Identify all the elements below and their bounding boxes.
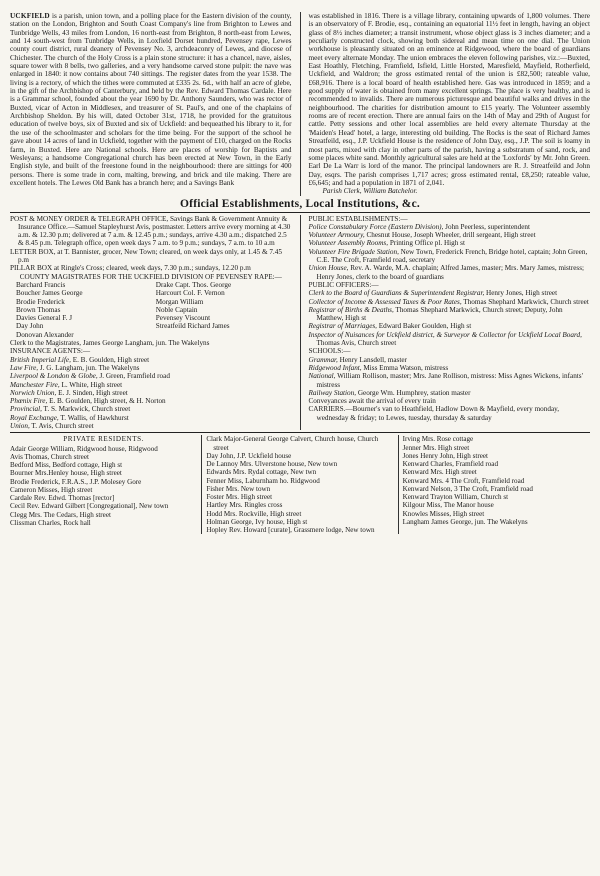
insurance-agent-name: Manchester Fire, xyxy=(10,380,60,389)
insurance-agent-detail: T. S. Markwick, Church street xyxy=(41,405,131,414)
insurance-agent-detail: J. Green, Framfield road xyxy=(97,372,170,381)
magistrate-name: Drake Capt. Thos. George xyxy=(155,280,232,289)
public-officer-detail: Henry Jones, High street xyxy=(484,289,558,298)
magistrate-name: Pevensey Viscount xyxy=(155,314,211,323)
public-establishment xyxy=(309,239,591,247)
insurance-title: INSURANCE AGENTS:— xyxy=(10,347,91,356)
insurance-agent xyxy=(10,405,292,413)
schools-title: SCHOOLS:— xyxy=(308,347,351,356)
intro-text-1: is a parish, union town, and a polling place for the Eastern division of the county, station on the London, Brighton and South Coast Company's line from Brighton to Lewes and Tunbridge Wells, 43 miles from London, 16 north-east from Brighton, 8 north-east from Lewes, and 14 south-west from Tunbridge Wells, in Loxfield Dorset hundred, Pevensey rape, Lewes county court district, rural deanery of Pevensey No. 3, archdeaconry of Lewes, and diocese of Chichester. The church of the Holy Cross is a plain stone structure: it has a chancel, nave, aisles, square tower with 8 bells, two galleries, and a very handsome carved stone pulpit: the nave was enlarged in 1840: it now contains about 740 sittings. The register dates from the year 1538. The living is a rectory, of which the tithes were commuted at £335 2s. 6d., with half an acre of glebe, in the gift of the Archbishop of Canterbury, and held by the Rev. Edward Thomas Cardale. Here is a Grammar school, founded about the year 1690 by Dr. Anthony Saunders, who was rector of Buxted, vicar of Acton in Middlesex, and treasurer of St. Paul's, and one of the chaplains of Archbishop Sheldon. By his will, dated October 31st, 1718, he provided for the gratuitous education of twelve boys, six of Buxted and six of Uckfield: and bequeathed his library to it, for the use of the schoolmaster and scholars for the time being. For the support of the school he gave about 14 acres of land in Uckfield, together with the payment of £10, charged on the Rocks farm, in Buxted. Here are National schools. Here are places of worship for Baptists and Wesleyans; a handsome Congregational church has been erected at New Town, in the Early English style, and built of the freestone found in the neighbourhood: there are sittings for 400 persons. There is some trade in corn, malting, brewing, and brick and tile making. There are excellent hotels. The Lewes Old Bank has a branch here; and a Savings Bank xyxy=(10,12,292,187)
letter-box-entry: LETTER BOX, at T. Bannister, grocer, New Town; cleared, on week days only, at 1.45 & 7.45 p.m xyxy=(10,247,282,265)
residents-rule xyxy=(10,432,590,433)
public-officer-name: Clerk to the Board of Guardians & Superintendent Registrar, xyxy=(308,289,485,298)
resident-entry: Knowles Misses, High street xyxy=(402,509,485,518)
intro-column-right xyxy=(309,12,591,196)
public-officer-detail: Thomas Shephard Markwick, Church street; Deputy, John Matthew, High st xyxy=(316,305,563,323)
resident-entry: Fisher Mrs. New town xyxy=(206,484,271,493)
public-officer xyxy=(309,331,591,348)
post-office-entry: POST & MONEY ORDER & TELEGRAPH OFFICE, Savings Bank & Government Annuity & Insurance Office.—Samuel Stapleyhurst Avis, postmaster. Letters arrive every morning at 4.30 a.m. & 12.30 p.m; delivered at 7 a.m. & 12.45 p.m.; sundays, arrive 4.30 a.m.; dispatched 2.5 & 8.45 p.m. Telegraph office, open week days 7 a.m. to 9 p.m.; sundays, 7 a.m. to 10 a.m xyxy=(10,214,291,248)
public-officer-name: Inspector of Nuisances for Uckfield district, & Surveyor & Collector for Uckfield Local Board, xyxy=(308,330,582,339)
establishments-right xyxy=(309,215,591,431)
school-entry xyxy=(309,372,591,389)
clerk-magistrates: Clerk to the Magistrates, James George Langham, jun. The Wakelyns xyxy=(10,339,210,348)
resident-entry: Holman George, Ivy house, High st xyxy=(206,517,308,526)
insurance-agent-name: Provincial, xyxy=(10,405,42,414)
public-establishment-name: Police Constabulary Force (Eastern Division), xyxy=(308,222,444,231)
parish-clerk: Parish Clerk, William Batchelor. xyxy=(322,187,418,196)
school-entry-detail: William Rollison, master; Mrs. Jane Rollison, mistress: Miss Agnes Wickens, infants' mistress xyxy=(316,372,583,389)
insurance-agent-detail: E. J. Sinden, High street xyxy=(56,388,128,397)
resident-entry: Bedford Miss, Bedford cottage, High st xyxy=(10,461,123,470)
insurance-agent-name: British Imperial Life, xyxy=(10,355,71,364)
school-entry-name: Railway Station, xyxy=(308,388,357,397)
insurance-agent-name: Phœnix Fire, xyxy=(10,397,48,406)
school-entry-name: Grammar, xyxy=(308,355,338,364)
resident-entry: Kenward Trayton William, Church st xyxy=(402,493,509,502)
magistrates-list xyxy=(10,281,292,339)
resident-entry: Fenner Miss, Laburnham ho. Ridgwood xyxy=(206,476,320,485)
resident-entry: Adair George William, Ridgwood house, Ridgwood xyxy=(10,444,158,453)
carriers-entry: CARRIERS.—Bourner's van to Heathfield, Hadlow Down & Mayfield, every monday, wednesday & friday; to Lewes, tuesday, thursday & saturday xyxy=(308,405,560,422)
residents-divider-1 xyxy=(201,435,202,534)
conveyances-entry: Conveyances await the arrival of every train xyxy=(308,397,436,406)
column-divider xyxy=(300,12,301,196)
officers-title: PUBLIC OFFICERS:— xyxy=(308,280,379,289)
magistrate-name: Morgan William xyxy=(155,297,204,306)
public-establishment xyxy=(309,264,591,281)
insurance-agent-name: Law Fire, xyxy=(10,363,39,372)
public-list xyxy=(309,223,591,281)
resident-entry: Kenward Mrs. 4 The Croft, Framfield road xyxy=(402,476,525,485)
residents-section xyxy=(10,435,590,534)
public-officer xyxy=(309,322,591,330)
resident-entry: Foster Mrs. High street xyxy=(206,493,273,502)
public-officer-name: Collector of Income & Assessed Taxes & Poor Rates, xyxy=(308,297,462,306)
pillar-box-entry: PILLAR BOX at Ringle's Cross; cleared, week days, 7.30 p.m.; sundays, 12.20 p.m xyxy=(10,264,251,273)
insurance-agent-detail: T. Avis, Church street xyxy=(29,421,94,430)
insurance-agent xyxy=(10,372,292,380)
public-establishment xyxy=(309,248,591,265)
resident-entry: Hartley Mrs. Ringles cross xyxy=(206,501,283,510)
insurance-agent xyxy=(10,381,292,389)
insurance-agent xyxy=(10,397,292,405)
school-entry-detail: Henry Lansdell, master xyxy=(337,355,407,364)
insurance-agent-detail: E. B. Goulden, High street xyxy=(70,355,150,364)
magistrate-name: Donovan Alexander xyxy=(16,330,74,339)
magistrate-name: Streatfeild Richard James xyxy=(155,322,230,331)
public-establishment-name: Volunteer Assembly Rooms, xyxy=(308,239,389,248)
public-establishment-name: Volunteer Fire Brigade Station, xyxy=(308,247,399,256)
intro-paragraph-2: was established in 1816. There is a village library, containing upwards of 1,800 volumes. There is an observatory of F. Brodie, esq., containing an equatorial 11½ feet in length, having an object glass of 8½ inches diameter; a transit instrument, whose object glass is 3 inches diameter; and a peculiarly constructed clock, showing both sidereal and mean time on one dial. The Union workhouse is pleasantly situated on an eminence at Ridgewood, where the board of guardians meet every alternate Monday. The union embraces the eleven following parishes, viz.:—Buxted, East Hoathly, Fletching, Framfield, Isfield, Little Horsted, Maresfield, Mayfield, Rotherfield, Uckfield, and Waldron; the gross estimated rental of the union is £82,500; rateable value, £68,916. There is a local board of health established here. Gas was introduced in 1859; and a good supply of water is obtained from many excellent springs. The place is very healthy, and is recommended to invalids. There are numerous picturesque and beautiful walks and drives in the neighbourhood. The charities for distribution amount to £15 yearly. The Volunteer assembly rooms are of recent erection. There are annual fairs on the 14th of May and 29th of August for cattle. Petty sessions and other local assemblies are held every alternate Thursday at the 'Maiden's Head' hotel, a large, interesting old building. The Rocks is the seat of Richard James Streatfeild, esq., J.P. Uckfield House is the residence of John Day, esq., J.P. The soil is loamy in most parts, mixed with clay in other parts of the parish, having a substratum of sand, rock, and some places white sand. Monthly agricultural sales are held at the 'Loxfords' by Mr. John Green. Earl De La Warr is lord of the manor. The principal landowners are R. J. Streatfeild and John Day, esqrs. The parish comprises 1,717 acres; gross estimated rental, £8,250; rateable value, £6,645; and had a population in 1871 of 2,041. xyxy=(308,12,590,187)
resident-entry: Kenward Charles, Framfield road xyxy=(402,460,498,469)
public-officer xyxy=(309,306,591,323)
intro-paragraph-1 xyxy=(10,12,292,187)
insurance-agent xyxy=(10,414,292,422)
insurance-agent xyxy=(10,364,292,372)
intro-column-left xyxy=(10,12,292,196)
insurance-list xyxy=(10,356,292,431)
insurance-agent-name: Royal Exchange, xyxy=(10,413,59,422)
public-officer-name: Registrar of Births & Deaths, xyxy=(308,305,394,314)
public-establishment-name: Volunteer Armoury, xyxy=(308,231,365,240)
public-establishment xyxy=(309,223,591,231)
public-establishment-detail: Printing Office pl. High st xyxy=(388,239,465,248)
resident-entry: Avis Thomas, Church street xyxy=(10,452,89,461)
insurance-agent xyxy=(10,422,292,430)
public-establishment-detail: New Town, Frederick French, Bridge hotel, captain; John Green, C.E. The Croft, Framfield road, secretary xyxy=(316,247,588,265)
resident-entry: Clissman Charles, Rock hall xyxy=(10,518,91,527)
public-officer xyxy=(309,298,591,306)
insurance-agent xyxy=(10,356,292,364)
magistrates-title: COUNTY MAGISTRATES FOR THE UCKFIELD DIVISION OF PEVENSEY RAPE:— xyxy=(19,272,282,281)
resident-entry: Cecil Rev. Edward Gilbert [Congregational], New town xyxy=(10,502,169,511)
school-entry-name: Ridgewood Infant, xyxy=(308,363,362,372)
resident-entry: Kenward Mrs. High street xyxy=(402,468,477,477)
magistrate-name: Noble Captain xyxy=(155,305,198,314)
public-establishment xyxy=(309,231,591,239)
resident-entry: Hodd Mrs. Rockville, High street xyxy=(206,509,302,518)
resident-entry: Clark Major-General George Calvert, Church house, Church street xyxy=(206,435,379,452)
school-entry-name: National, xyxy=(308,372,336,381)
place-name: UCKFIELD xyxy=(10,12,50,20)
public-title: PUBLIC ESTABLISHMENTS:— xyxy=(308,214,408,223)
residents-title: PRIVATE RESIDENTS. xyxy=(63,435,145,444)
resident-entry: Irving Mrs. Rose cottage xyxy=(402,435,474,444)
public-officer xyxy=(309,289,591,297)
residents-column-3 xyxy=(403,435,590,534)
public-establishment-name: Union House, xyxy=(308,264,349,273)
section-heading: Official Establishments, Local Institutions, &c. xyxy=(180,197,420,210)
schools-list xyxy=(309,356,591,397)
school-entry xyxy=(309,389,591,397)
resident-entry: Kilgour Miss, The Manor house xyxy=(402,501,494,510)
magistrate-name: Barchard Francis xyxy=(16,280,66,289)
insurance-agent-detail: T. Wallis, of Hawkhurst xyxy=(58,413,129,422)
insurance-agent-name: Liverpool & London & Globe, xyxy=(10,372,98,381)
public-officer-name: Registrar of Marriages, xyxy=(308,322,377,331)
insurance-agent xyxy=(10,389,292,397)
magistrate-name: Davies General F. J xyxy=(16,314,73,323)
insurance-agent-name: Union, xyxy=(10,421,30,430)
resident-entry: Jones Henry John, High street xyxy=(402,451,488,460)
insurance-agent-detail: L. White, High street xyxy=(59,380,123,389)
resident-entry: Jenner Mrs. High street xyxy=(402,443,470,452)
resident-entry: Brodie Frederick, F.R.A.S., J.P. Molesey Gore xyxy=(10,477,142,486)
public-officer-detail: Thomas Shephard Markwick, Church street xyxy=(461,297,589,306)
insurance-agent-detail: J. G. Langham, jun. The Wakelyns xyxy=(38,363,140,372)
school-entry xyxy=(309,364,591,372)
public-officer-detail: Thomas Avis, Church street xyxy=(316,339,397,348)
magistrate-name: Brodie Frederick xyxy=(16,297,65,306)
magistrate-name: Day John xyxy=(16,322,44,331)
school-entry xyxy=(309,356,591,364)
column-divider-2 xyxy=(300,215,301,431)
resident-entry: Langham James George, jun. The Wakelyns xyxy=(402,517,528,526)
officers-list xyxy=(309,289,591,347)
resident-entry: Day John, J.P. Uckfield house xyxy=(206,451,292,460)
resident-entry: Edwards Mrs. Rydal cottage, New twn xyxy=(206,468,317,477)
resident-entry: Hopley Rev. Howard [curate], Grassmere lodge, New town xyxy=(206,526,375,535)
establishments-left xyxy=(10,215,292,431)
heading-rule xyxy=(10,212,590,213)
resident-entry: De Lannoy Mrs. Ulverstone house, New town xyxy=(206,460,338,469)
establishments-section xyxy=(10,215,590,431)
resident-entry: Clegg Mrs. The Cedars, High street xyxy=(10,510,111,519)
public-officer-detail: Edward Baker Goulden, High st xyxy=(376,322,472,331)
public-establishment-detail: John Peerless, superintendent xyxy=(443,222,531,231)
magistrate-name: Brown Thomas xyxy=(16,305,61,314)
intro-section xyxy=(10,12,590,196)
resident-entry: Kenward Nelson, 3 The Croft, Framfield road xyxy=(402,484,533,493)
residents-column-1 xyxy=(10,435,197,534)
resident-entry: Bourner Mrs.Henley house, High street xyxy=(10,469,122,478)
school-entry-detail: George Wm. Humphrey, station master xyxy=(356,388,471,397)
insurance-agent-name: Norwich Union, xyxy=(10,388,57,397)
insurance-agent-detail: E. B. Goulden, High street, & H. Norton xyxy=(47,397,166,406)
magistrate-name: Boucher James George xyxy=(16,289,83,298)
public-establishment-detail: Chesnut House, Joseph Wheeler, drill sergeant, High street xyxy=(364,231,536,240)
resident-entry: Cameron Misses, High street xyxy=(10,485,93,494)
school-entry-detail: Miss Emma Watson, mistress xyxy=(361,363,449,372)
magistrate-name: Harcourt Col. F. Vernon xyxy=(155,289,225,298)
public-establishment-detail: Rev. A. Warde, M.A. chaplain; Alfred James, master; Mrs. Mary James, mistress; Henry Jones, clerk to the board of guardians xyxy=(316,264,585,281)
residents-column-2 xyxy=(206,435,393,534)
residents-divider-2 xyxy=(398,435,399,534)
resident-entry: Cardale Rev. Edwd. Thomas [rector] xyxy=(10,494,115,503)
magistrate-name xyxy=(156,331,292,339)
